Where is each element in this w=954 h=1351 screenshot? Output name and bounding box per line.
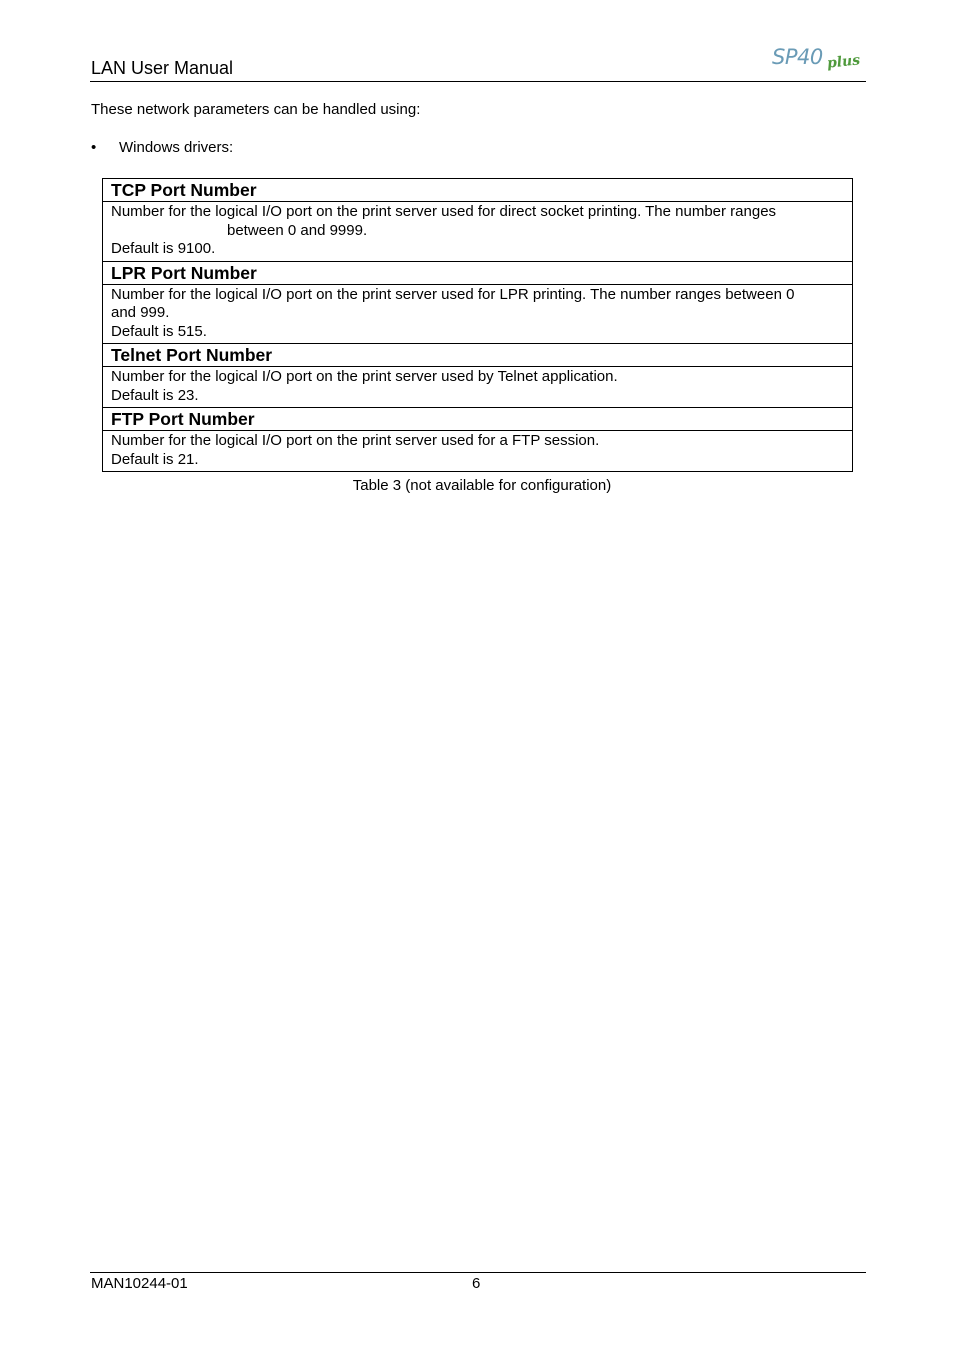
desc-line: Number for the logical I/O port on the print server used for LPR printing. The number ranges between 0: [111, 285, 795, 303]
logo-suffix-text: plus: [826, 52, 861, 72]
table-row-telnet: [103, 344, 852, 408]
desc-line: Number for the logical I/O port on the print server used for direct socket printing. The number ranges: [111, 203, 777, 220]
param-title: TCP Port Number: [103, 179, 852, 202]
page-footer: [90, 1272, 866, 1295]
param-title: LPR Port Number: [103, 262, 852, 285]
param-title: Telnet Port Number: [103, 344, 852, 367]
desc-line: between 0 and 9999.: [227, 221, 368, 239]
header-title: LAN User Manual: [91, 58, 234, 78]
page-header: [90, 44, 866, 82]
bullet-text: Windows drivers:: [119, 139, 234, 156]
page-number: 6: [472, 1275, 481, 1292]
desc-line: Number for the logical I/O port on the print server used by Telnet application.: [111, 368, 618, 385]
desc-default: Default is 515.: [111, 322, 207, 340]
parameter-table: [102, 178, 853, 472]
desc-line: Number for the logical I/O port on the print server used for a FTP session.: [111, 432, 600, 449]
param-description: [103, 202, 852, 262]
table-row-tcp: [103, 179, 852, 262]
document-code: MAN10244-01: [91, 1275, 188, 1292]
logo-main-text: SP40: [772, 45, 823, 69]
desc-line: and 999.: [111, 304, 170, 321]
param-description: [103, 431, 852, 471]
param-description: [103, 285, 852, 345]
sp40plus-logo: [772, 44, 864, 76]
intro-paragraph: These network parameters can be handled using:: [91, 101, 421, 118]
table-caption: Table 3 (not available for configuration): [352, 477, 612, 494]
desc-default: Default is 9100.: [111, 240, 216, 257]
table-row-lpr: [103, 262, 852, 345]
desc-default: Default is 23.: [111, 386, 199, 404]
table-row-ftp: [103, 408, 852, 471]
bullet-mark: •: [91, 139, 97, 156]
param-title: FTP Port Number: [103, 408, 852, 431]
param-description: [103, 367, 852, 408]
desc-default: Default is 21.: [111, 450, 199, 468]
